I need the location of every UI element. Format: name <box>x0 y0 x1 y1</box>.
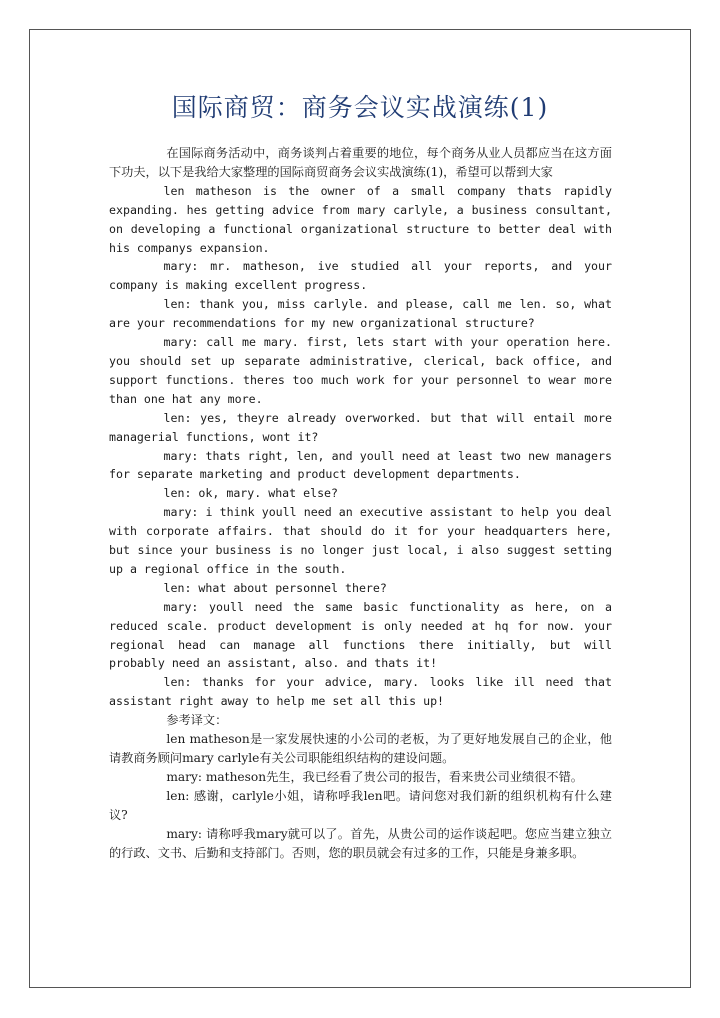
dialogue-line: len: thank you, miss carlyle. and please, call me len. so, what are your recommendations for my new organizational structure? <box>109 297 612 331</box>
translation-heading: 参考译文： <box>166 713 228 728</box>
dialogue-line: mary: mr. matheson, ive studied all your reports, and your company is making excellent progress. <box>109 259 612 293</box>
intro-paragraph: 在国际商务活动中，商务谈判占着重要的地位，每个商务从业人员都应当在这方面下功夫，以下是我给大家整理的国际商贸商务会议实战演练(1)，希望可以帮到大家 <box>109 146 612 179</box>
document-title: 国际商贸：商务会议实战演练(1) <box>171 93 549 122</box>
dialogue-line: len: ok, mary. what else? <box>163 486 339 501</box>
dialogue-line: mary: thats right, len, and youll need at least two new managers for separate marketing and product development departments. <box>109 448 612 482</box>
dialogue-line: len: thanks for your advice, mary. looks like ill need that assistant right away to help me set all this up! <box>109 675 612 709</box>
dialogue-line: mary: i think youll need an executive assistant to help you deal with corporate affairs. that should do it for your headquarters here, but since your business is no longer just local, i also suggest setting up a regional office in the south. <box>109 505 612 576</box>
dialogue-line: mary: youll need the same basic functionality as here, on a reduced scale. product development is only needed at hq for now. your regional head can manage all functions there initially, but will probably need an assistant, also. and thats it! <box>109 599 612 671</box>
dialogue-line: mary: call me mary. first, lets start with your operation here. you should set up separate administrative, clerical, back office, and support functions. theres too much work for your personnel to wear more than one hat any more. <box>109 335 612 406</box>
dialogue-line: len: yes, theyre already overworked. but that will entail more managerial functions, wont it? <box>109 410 612 444</box>
translation-paragraph: len matheson是一家发展快速的小公司的老板，为了更好地发展自己的企业，他请教商务顾问mary carlyle有关公司职能组织结构的建设问题。 <box>109 732 612 765</box>
translation-paragraph: mary: matheson先生，我已经看了贵公司的报告，看来贵公司业绩很不错。 <box>166 769 583 784</box>
translation-paragraph: mary: 请称呼我mary就可以了。首先，从贵公司的运作谈起吧。您应当建立独立的行政、文书、后勤和支持部门。否则，您的职员就会有过多的工作，只能是身兼多职。 <box>109 826 612 860</box>
document-body <box>109 144 612 862</box>
dialogue-line: len: what about personnel there? <box>163 580 387 595</box>
dialogue-intro: len matheson is the owner of a small company thats rapidly expanding. hes getting advice from mary carlyle, a business consultant, on developing a functional organizational structure to better deal with his companys expansion. <box>109 183 612 255</box>
translation-paragraph: len: 感谢，carlyle小姐，请称呼我len吧。请问您对我们新的组织机构有什么建议? <box>109 788 612 822</box>
